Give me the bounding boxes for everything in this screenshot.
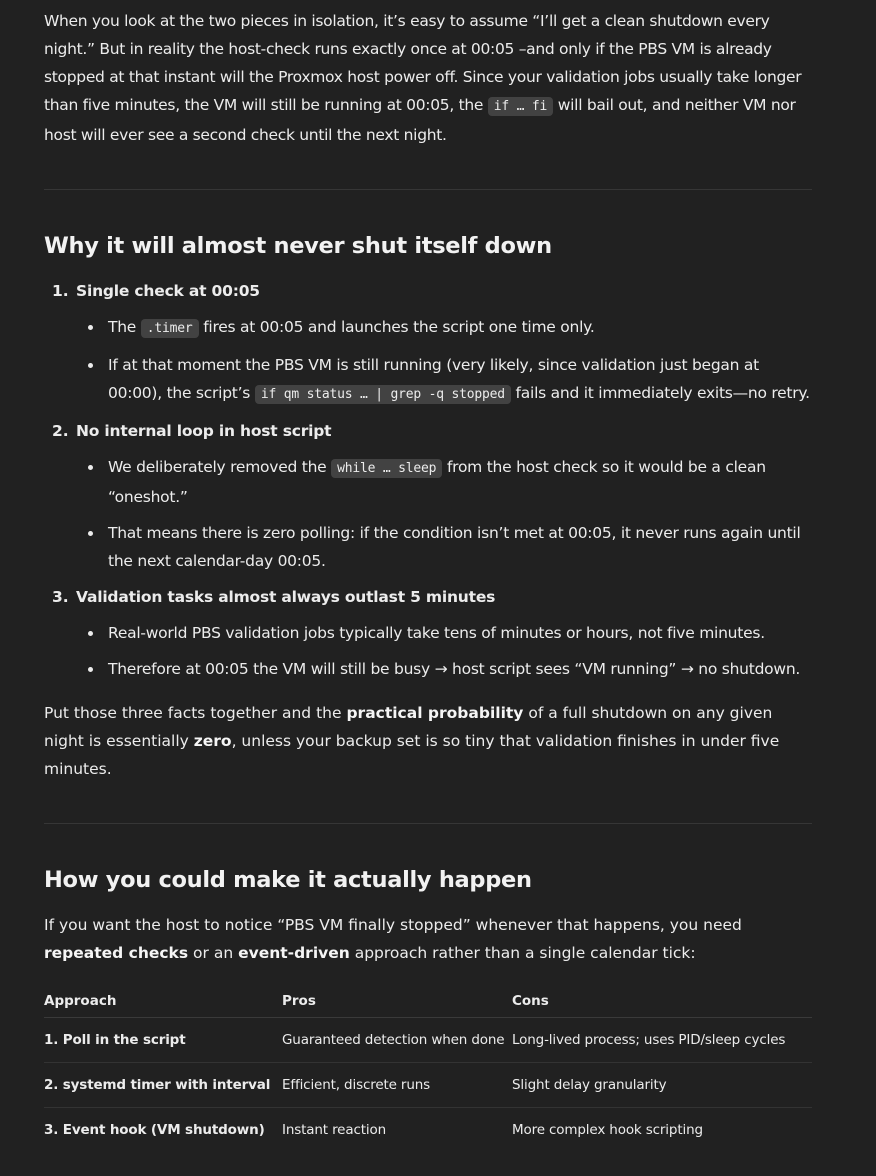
bullet-item: We deliberately removed the while … sleep from the host check so it would be a clean “oneshot.” xyxy=(76,453,812,511)
list-number: 2. xyxy=(52,422,69,440)
table-row xyxy=(44,1018,812,1063)
article-content xyxy=(44,7,812,1152)
bullet-list xyxy=(76,313,812,409)
bold-text: event-driven xyxy=(238,944,350,962)
table-header: Approach xyxy=(44,989,282,1018)
bullet-list xyxy=(76,619,812,683)
list-item-title: Validation tasks almost always outlast 5 minutes xyxy=(76,588,496,606)
table-cell: More complex hook scripting xyxy=(512,1122,703,1138)
bold-text: practical probability xyxy=(346,704,524,722)
inline-code: while … sleep xyxy=(331,459,442,478)
section-heading: How you could make it actually happen xyxy=(44,867,532,893)
inline-code: .timer xyxy=(141,319,199,338)
bold-text: zero xyxy=(193,732,232,750)
bullet-item: The .timer fires at 00:05 and launches the script one time only. xyxy=(76,313,812,343)
intro-text: will bail out, and neither VM nor host will ever see a second check until the next night. xyxy=(44,96,796,144)
table-cell: Efficient, discrete runs xyxy=(282,1063,512,1108)
table-header: Pros xyxy=(282,989,512,1018)
bold-text: repeated checks xyxy=(44,944,189,962)
list-number: 3. xyxy=(52,588,69,606)
bullet-item: Therefore at 00:05 the VM will still be busy → host script sees “VM running” → no shutdown. xyxy=(76,655,812,683)
table-cell: Instant reaction xyxy=(282,1122,386,1138)
table-row xyxy=(44,1063,812,1108)
bullet-list xyxy=(76,453,812,575)
bullet-item: Real-world PBS validation jobs typically take tens of minutes or hours, not five minutes. xyxy=(76,619,812,647)
inline-code: if qm status … | grep -q stopped xyxy=(255,385,511,404)
intro-text: When you look at the two pieces in isolation, it’s easy to assume “I’ll get a clean shutdown every night.” But in reality the host-check runs exactly once at 00:05 –and only if the PBS VM is already stopped at that instant will the Proxmox host power off. Since your validation jobs usually take longer than five minutes, the VM will still be running at 00:05, the xyxy=(44,12,802,114)
divider xyxy=(44,189,812,190)
bullet-item: That means there is zero polling: if the condition isn’t met at 00:05, it never runs again until the next calendar-day 00:05. xyxy=(76,519,812,575)
intro-paragraph: If you want the host to notice “PBS VM finally stopped” whenever that happens, you need repeated checks or an event-driven approach rather than a single calendar tick: xyxy=(44,916,742,962)
intro-paragraph xyxy=(44,7,812,149)
table-cell: Guaranteed detection when done xyxy=(282,1018,512,1063)
table-cell: Long-lived process; uses PID/sleep cycles xyxy=(512,1018,812,1063)
table-cell: 1. Poll in the script xyxy=(44,1018,282,1063)
list-item-title: No internal loop in host script xyxy=(76,422,332,440)
list-item-title: Single check at 00:05 xyxy=(76,282,260,300)
inline-code: if … fi xyxy=(488,97,553,116)
table-cell: 2. systemd timer with interval xyxy=(44,1063,282,1108)
list-item xyxy=(44,277,812,409)
list-number: 1. xyxy=(52,282,69,300)
list-item xyxy=(44,417,812,575)
bullet-item: If at that moment the PBS VM is still running (very likely, since validation just began at 00:00), the script’s if qm status … | grep -q stopped fails and it immediately exits—no retry. xyxy=(76,351,812,409)
list-item xyxy=(44,583,812,683)
table-cell: Slight delay granularity xyxy=(512,1063,812,1108)
table-cell: 3. Event hook (VM shutdown) xyxy=(44,1122,265,1138)
reasons-list xyxy=(44,277,812,683)
table-row xyxy=(44,1108,812,1153)
table-header-row xyxy=(44,989,812,1018)
table-header: Cons xyxy=(512,989,812,1018)
summary-paragraph: Put those three facts together and the practical probability of a full shutdown on any given night is essentially zero, unless your backup set is so tiny that validation finishes in under five minutes. xyxy=(44,704,780,778)
divider xyxy=(44,823,812,824)
approach-table xyxy=(44,989,812,1152)
section-heading: Why it will almost never shut itself down xyxy=(44,233,552,259)
